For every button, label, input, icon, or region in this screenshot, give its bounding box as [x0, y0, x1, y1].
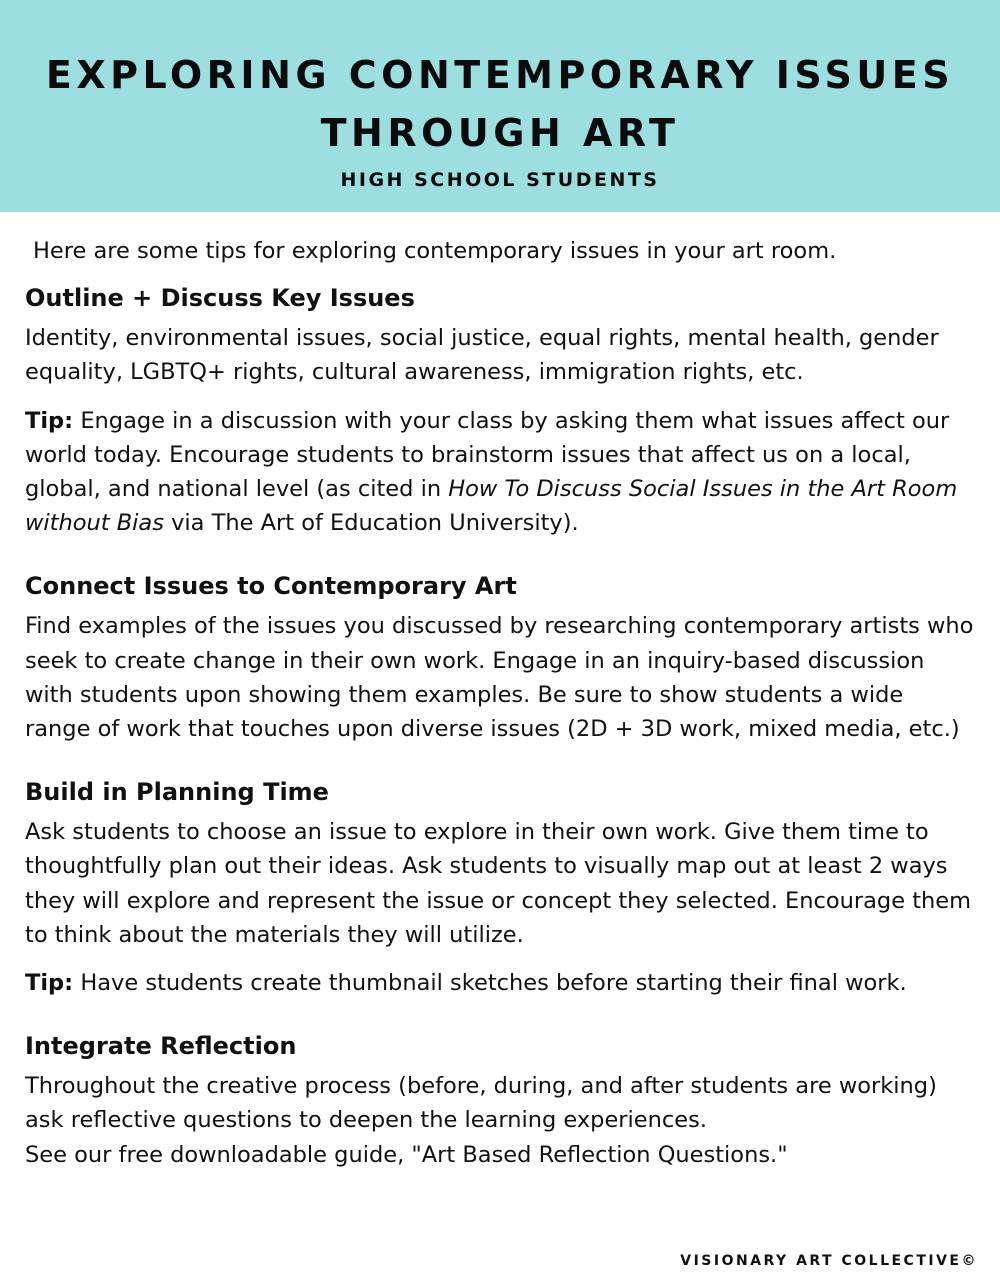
- reflection-body: Throughout the creative process (before, during, and after students are working) ask reflective questions to deepen the learning experiences.: [25, 1073, 937, 1134]
- section-heading-reflection: Integrate Reflection: [25, 1032, 297, 1061]
- section-heading-key-issues: Outline + Discuss Key Issues: [25, 284, 415, 313]
- title-line-2: THROUGH ART: [320, 111, 680, 155]
- tip-label: Tip:: [25, 407, 74, 434]
- footer-brand: VISIONARY ART COLLECTIVE©: [680, 1253, 978, 1269]
- tip-text: Engage in a discussion with your class by asking them what issues affect our world today. Encourage students to brainstorm issues that affect us on a local, global, and national level (as cited in: [25, 407, 950, 503]
- title-line-1: EXPLORING CONTEMPORARY ISSUES: [45, 53, 955, 97]
- section-heading-contemporary-art: Connect Issues to Contemporary Art: [25, 572, 517, 601]
- intro-text: Here are some tips for exploring contemporary issues in your art room.: [33, 238, 837, 264]
- reflection-guide-reference: See our free downloadable guide, "Art Based Reflection Questions.": [25, 1141, 788, 1168]
- planning-time-tip: [25, 966, 975, 1000]
- section-heading-planning-time: Build in Planning Time: [25, 778, 329, 807]
- key-issues-tip: [25, 404, 975, 541]
- page-subtitle: HIGH SCHOOL STUDENTS: [340, 169, 660, 191]
- header-banner: [0, 0, 1000, 212]
- key-issues-body: Identity, environmental issues, social justice, equal rights, mental health, gender equality, LGBTQ+ rights, cultural awareness, immigration rights, etc.: [25, 325, 939, 386]
- planning-time-body: Ask students to choose an issue to explore in their own work. Give them time to thoughtfully plan out their ideas. Ask students to visually map out at least 2 ways they will explore and represent the issue or concept they selected. Encourage them to think about the materials they will utilize.: [25, 819, 972, 948]
- tip-citation: How To Discuss Social Issues in the Art Room without Bias: [25, 476, 958, 537]
- tip-text-after: via The Art of Education University).: [163, 510, 579, 537]
- contemporary-art-body: Find examples of the issues you discussed by researching contemporary artists who seek to create change in their own work. Engage in an inquiry-based discussion with students upon showing them examples. Be sure to show students a wide range of work that touches upon diverse issues (2D + 3D work, mixed media, etc.): [25, 613, 974, 743]
- page-title: [0, 46, 1000, 162]
- main-content: [25, 234, 975, 1172]
- tip-text: Have students create thumbnail sketches before starting their final work.: [73, 970, 907, 997]
- tip-label: Tip:: [25, 970, 74, 997]
